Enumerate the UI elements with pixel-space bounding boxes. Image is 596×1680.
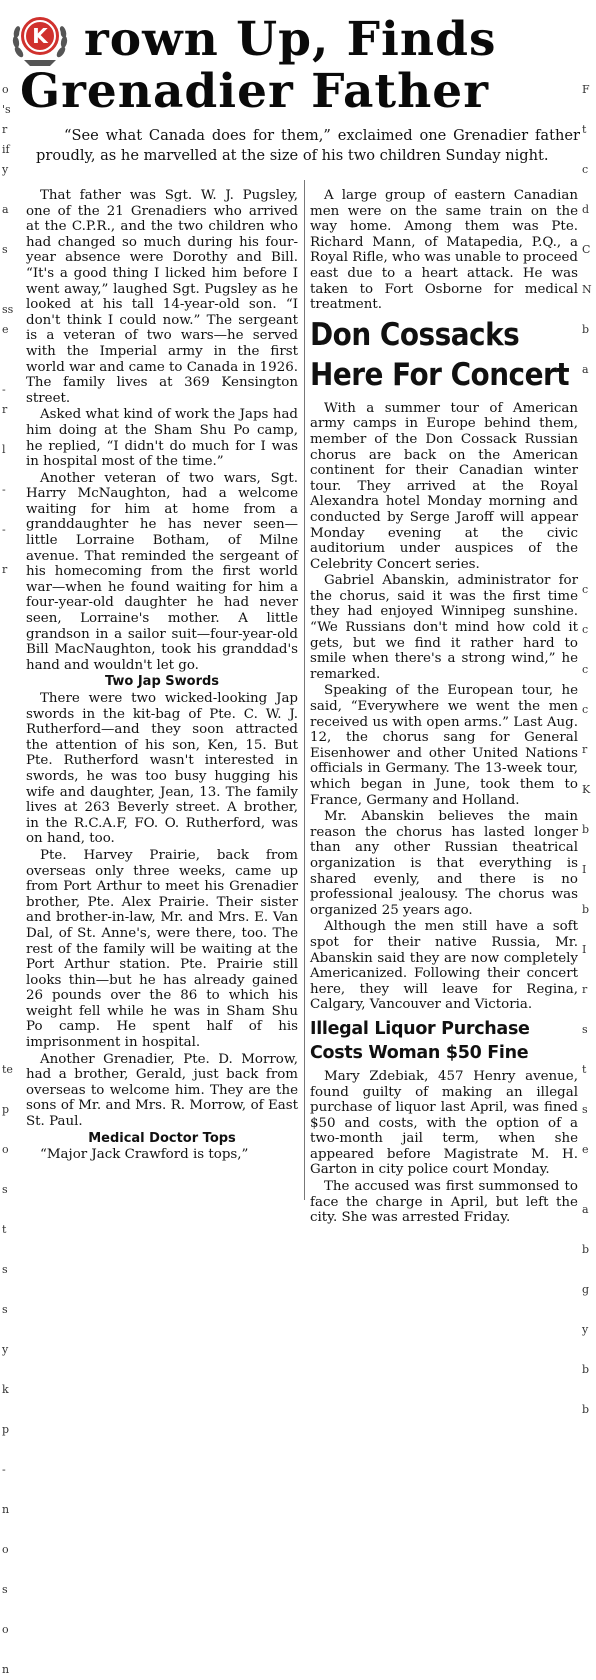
article-paragraph: Another Grenadier, Pte. D. Morrow, had a brother, Gerald, just back from overseas to welcome him. They are the sons of Mr. and Mrs. R. Morrow, of East St. Paul. [26, 1051, 298, 1130]
margin-fragment [2, 940, 16, 960]
margin-fragment: g [582, 1283, 590, 1296]
margin-fragment [2, 740, 16, 760]
margin-fragment: te [2, 1063, 13, 1076]
margin-fragment [582, 1340, 596, 1360]
article-paragraph: Pte. Harvey Prairie, back from overseas only three weeks, came up from Port Arthur to meet his Grenadier brother, Pte. Alex Prairie. Their sister and brother-in-law, Mr. and Mrs. E. Van Dal, of St. Anne's, were there, too. The rest of the family will be waiting at the Port Arthur station. Pte. Prairie still looks thin—but he has already gained 26 pounds over the 86 to which his weight fell while he was in Sham Shu Po camp. He spent half of his imprisonment in hospital. [26, 847, 298, 1051]
margin-fragment [2, 760, 16, 780]
margin-fragment: e [2, 323, 9, 336]
margin-fragment [2, 420, 16, 440]
margin-fragment [582, 420, 596, 440]
margin-fragment [582, 1380, 596, 1400]
margin-fragment: s [582, 1023, 588, 1036]
margin-fragment: s [2, 1303, 8, 1316]
margin-fragment [2, 1520, 16, 1540]
margin-fragment [582, 1180, 596, 1200]
margin-fragment [2, 180, 16, 200]
article-paragraph: Mr. Abanskin believes the main reason the chorus has lasted longer than any other Russian theatrical organization is that everything is shared evenly, and there is no professional jealousy. The chorus was organized 25 years ago. [310, 809, 578, 918]
margin-fragment: a [582, 1203, 589, 1216]
margin-fragment [582, 440, 596, 460]
headline-line-2: Grenadier Father [20, 64, 489, 119]
margin-fragment [2, 1640, 16, 1660]
margin-fragment [582, 500, 596, 520]
margin-fragment: b [582, 903, 590, 916]
headline-don-cossacks-line-1: Don Cossacks [310, 316, 520, 353]
margin-fragment [582, 1300, 596, 1320]
margin-fragment: r [582, 983, 588, 996]
margin-fragment [2, 700, 16, 720]
article-paragraph: Another veteran of two wars, Sgt. Harry McNaughton, had a welcome waiting for him at home from a granddaughter he has never seen—little Lorraine Botham, of Milne avenue. That reminded the sergeant of his homecoming from the first world war—when he found waiting for him a four-year-old daughter he had never seen, Lorraine's mother. A little grandson in a sailor suit—four-year-old Bill MacNaughton, took his granddad's hand and wouldn't let go. [26, 470, 298, 673]
margin-fragment: - [2, 523, 6, 536]
margin-fragment [2, 640, 16, 660]
margin-fragment: b [582, 1403, 590, 1416]
margin-fragment: b [582, 1363, 590, 1376]
margin-fragment: r [2, 403, 8, 416]
margin-fragment [2, 500, 16, 520]
margin-fragment [582, 100, 596, 120]
margin-fragment [582, 920, 596, 940]
margin-fragment: r [2, 123, 8, 136]
margin-fragment: if [2, 143, 10, 156]
margin-fragment [582, 260, 596, 280]
margin-fragment [2, 720, 16, 740]
article-paragraph: There were two wicked-looking Jap swords in the kit-bag of Pte. C. W. J. Rutherford—and they soon attracted the attention of his son, Ken, 15. But Pte. Rutherford wasn't interested in swords, he was too busy hugging his wife and daughter, Jean, 13. The family lives at 263 Beverly street. A brother, in the R.C.A.F, FO. O. Rutherford, was on hand, too. [26, 691, 298, 847]
headline-line-1: rown Up, Finds [84, 12, 497, 67]
margin-fragment [582, 300, 596, 320]
margin-fragment: o [2, 1623, 9, 1636]
margin-fragment [2, 1000, 16, 1020]
margin-fragment: a [582, 363, 589, 376]
margin-fragment: y [2, 163, 9, 176]
margin-fragment [2, 1440, 16, 1460]
margin-fragment [2, 660, 16, 680]
margin-fragment [582, 1260, 596, 1280]
margin-fragment: o [2, 1543, 9, 1556]
article-paragraph: Although the men still have a soft spot for their native Russia, Mr. Abanskin said they are now completely Americanized. Following their concert here, they will leave for Regina, Calgary, Vancouver and Victoria. [310, 919, 578, 1013]
article-paragraph: The accused was first summonsed to face the charge in April, but left the city. She was arrested Friday. [310, 1179, 578, 1226]
article-paragraph: A large group of eastern Canadian men were on the same train on the way home. Among them was Pte. Richard Mann, of Matapedia, P.Q., a Royal Rifle, who was unable to proceed east due to a heart attack. He was taken to Fort Osborne for medical treatment. [310, 188, 578, 313]
margin-fragment: n [2, 1663, 10, 1676]
article-paragraph: Gabriel Abanskin, administrator for the chorus, said it was the first time they had enjoyed Winnipeg sunshine. “We Russians don't mind how cold it gets, but we find it rather hard to smile when there's a strong wind,” he remarked. [310, 573, 578, 682]
margin-fragment [2, 1400, 16, 1420]
margin-fragment [2, 1020, 16, 1040]
margin-fragment: y [2, 1343, 9, 1356]
margin-fragment [2, 920, 16, 940]
margin-fragment: N [582, 283, 592, 296]
margin-fragment [2, 960, 16, 980]
margin-fragment: c [582, 623, 589, 636]
margin-fragment: ss [2, 303, 14, 316]
margin-fragment [2, 220, 16, 240]
margin-fragment [2, 680, 16, 700]
right-column [310, 188, 578, 1226]
margin-fragment [582, 960, 596, 980]
article-paragraph: Mary Zdebiak, 457 Henry avenue, found guilty of making an illegal purchase of liquor last April, was fined $50 and costs, with the option of a two-month jail term, when she appeared before Magistrate M. H. Garton in city police court Monday. [310, 1068, 578, 1178]
article-paragraph: That father was Sgt. W. J. Pugsley, one of the 21 Grenadiers who arrived at the C.P.R., and the two children who had changed so much during his four-year absence were Dorothy and Bill. “It's a good thing I licked him before I went away,” laughed Sgt. Pugsley as he looked at his tall 14-year-old son. “I don't think I could now.” The sergeant is a veteran of two wars—he served with the Imperial army in the first world war and came to Canada in 1926. The family lives at 369 Kensington street. [26, 188, 298, 406]
margin-fragment: a [2, 203, 9, 216]
margin-fragment [2, 1120, 16, 1140]
margin-fragment [2, 260, 16, 280]
margin-fragment: s [2, 1263, 8, 1276]
margin-fragment [2, 820, 16, 840]
margin-fragment [582, 140, 596, 160]
subheading-medical-doctor-tops: Medical Doctor Tops [88, 1130, 236, 1146]
main-headline [20, 14, 580, 124]
margin-fragment: k [2, 1383, 9, 1396]
margin-fragment: p [2, 1103, 10, 1116]
margin-fragment [582, 760, 596, 780]
margin-fragment [582, 680, 596, 700]
margin-fragment: s [2, 243, 8, 256]
margin-fragment: C [582, 243, 591, 256]
margin-fragment: t [2, 1223, 7, 1236]
margin-fragment [2, 1240, 16, 1260]
subheading-two-jap-swords: Two Jap Swords [104, 674, 220, 690]
margin-fragment [582, 1080, 596, 1100]
margin-fragment [582, 560, 596, 580]
headline-illegal-liquor-line-1: Illegal Liquor Purchase [310, 1018, 530, 1039]
left-column [26, 188, 298, 1200]
margin-fragment [582, 880, 596, 900]
margin-fragment [582, 1160, 596, 1180]
margin-fragment [582, 180, 596, 200]
margin-fragment [2, 1560, 16, 1580]
margin-fragment [582, 340, 596, 360]
margin-fragment: b [582, 1243, 590, 1256]
margin-fragment [582, 800, 596, 820]
margin-fragment: F [582, 83, 590, 96]
margin-fragment [2, 1200, 16, 1220]
article-paragraph: With a summer tour of American army camps in Europe behind them, member of the Don Cossack Russian chorus are back on the American continent for their Canadian winter tour. They arrived at the Royal Alexandra hotel Monday morning and conducted by Serge Jaroff will appear Monday evening at the civic auditorium under auspices of the Celebrity Concert series. [310, 400, 578, 572]
margin-fragment: c [582, 663, 589, 676]
margin-fragment: l [2, 443, 6, 456]
article-paragraph: Asked what kind of work the Japs had him doing at the Sham Shu Po camp, he replied, “I didn't do much for I was in hospital most of the time.” [26, 407, 298, 470]
margin-fragment [582, 840, 596, 860]
margin-fragment [2, 860, 16, 880]
margin-fragment [2, 280, 16, 300]
margin-fragment [2, 1320, 16, 1340]
margin-fragment [2, 340, 16, 360]
margin-fragment [582, 400, 596, 420]
margin-fragment [2, 800, 16, 820]
headline-don-cossacks-line-2: Here For Concert [310, 356, 570, 393]
margin-fragment: - [2, 383, 6, 396]
margin-fragment [582, 220, 596, 240]
margin-fragment: e [582, 1143, 589, 1156]
headline-don-cossacks [310, 315, 578, 395]
margin-fragment [582, 520, 596, 540]
headline-illegal-liquor-line-2: Costs Woman $50 Fine [310, 1042, 529, 1063]
margin-fragment [582, 540, 596, 560]
margin-fragment: r [2, 563, 8, 576]
margin-fragment [2, 360, 16, 380]
margin-fragment: o [2, 1143, 9, 1156]
margin-fragment: p [2, 1423, 10, 1436]
margin-fragment [2, 840, 16, 860]
margin-fragment: I [582, 863, 587, 876]
margin-fragment: s [582, 1103, 588, 1116]
margin-fragment: c [582, 583, 589, 596]
article-paragraph: Speaking of the European tour, he said, “Everywhere we went the men received us with open arms.” Last Aug. 12, the chorus sang for General Eisenhower and other United Nations officials in Germany. The 13-week tour, which began in June, took them to France, Germany and Holland. [310, 683, 578, 808]
margin-fragment [582, 460, 596, 480]
margin-fragment [2, 1480, 16, 1500]
margin-fragment: - [2, 1463, 6, 1476]
margin-fragment [2, 1040, 16, 1060]
article-paragraph: “Major Jack Crawford is tops,” [40, 1147, 249, 1163]
margin-fragment: - [2, 483, 6, 496]
margin-fragment [582, 380, 596, 400]
margin-fragment [582, 1220, 596, 1240]
margin-fragment [2, 620, 16, 640]
margin-fragment [582, 640, 596, 660]
margin-fragment: d [582, 203, 590, 216]
margin-fragment: o [2, 83, 9, 96]
headline-illegal-liquor [310, 1017, 578, 1065]
margin-fragment [2, 580, 16, 600]
right-margin-strip [582, 80, 596, 1420]
lead-text: “See what Canada does for them,” exclaimed one Grenadier father proudly, as he marvelled at the size of his two children Sunday night. [36, 127, 580, 164]
margin-fragment [582, 600, 596, 620]
margin-fragment: c [582, 163, 589, 176]
margin-fragment: K [582, 783, 591, 796]
margin-fragment [2, 1080, 16, 1100]
margin-fragment [2, 600, 16, 620]
margin-fragment [582, 1120, 596, 1140]
margin-fragment: b [582, 323, 590, 336]
margin-fragment [582, 720, 596, 740]
margin-fragment: s [2, 1183, 8, 1196]
margin-fragment: n [2, 1503, 10, 1516]
margin-fragment [2, 540, 16, 560]
margin-fragment: c [582, 703, 589, 716]
column-divider [304, 180, 305, 1200]
margin-fragment [2, 1600, 16, 1620]
margin-fragment [2, 1360, 16, 1380]
margin-fragment [2, 980, 16, 1000]
left-margin-strip [2, 80, 16, 1680]
margin-fragment: t [582, 123, 587, 136]
margin-fragment: r [582, 743, 588, 756]
margin-fragment [582, 480, 596, 500]
margin-fragment [582, 1040, 596, 1060]
margin-fragment [2, 900, 16, 920]
margin-fragment [2, 880, 16, 900]
margin-fragment: b [582, 823, 590, 836]
margin-fragment [2, 1280, 16, 1300]
margin-fragment [582, 1000, 596, 1020]
lead-paragraph [36, 126, 580, 166]
margin-fragment [2, 780, 16, 800]
margin-fragment: s [2, 1583, 8, 1596]
logo-letter: K [32, 24, 48, 48]
margin-fragment: I [582, 943, 587, 956]
margin-fragment: 's [2, 103, 11, 116]
margin-fragment [2, 460, 16, 480]
margin-fragment: y [582, 1323, 589, 1336]
margin-fragment: t [582, 1063, 587, 1076]
margin-fragment [2, 1160, 16, 1180]
